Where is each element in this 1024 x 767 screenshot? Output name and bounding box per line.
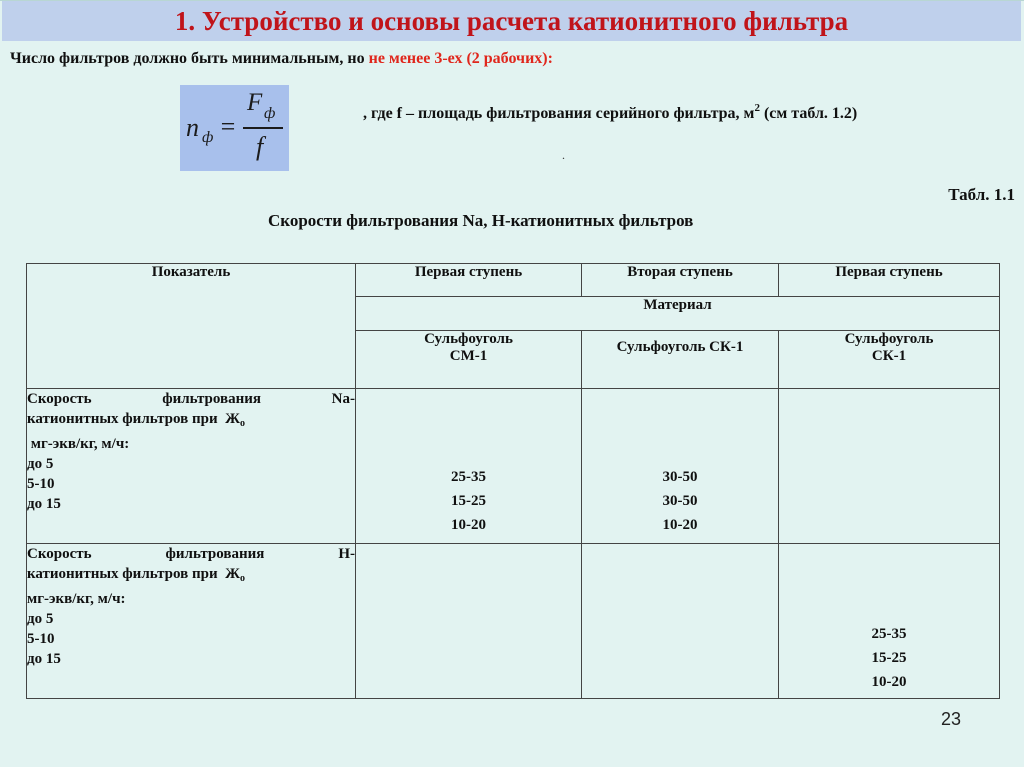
header-stage-3: Первая ступень <box>779 264 1000 297</box>
formula-denominator: f <box>256 132 264 161</box>
header-indicator: Показатель <box>27 264 356 389</box>
row-values-col1 <box>356 544 582 699</box>
material-1: Сульфоуголь СМ-1 <box>356 331 582 389</box>
intro-highlight: не менее 3-ех (2 рабочих): <box>368 50 553 67</box>
formula-lhs-subscript: ф <box>202 129 214 146</box>
formula-equals: = <box>219 112 237 141</box>
formula-numerator-subscript: ф <box>264 105 276 122</box>
intro-text <box>10 50 553 68</box>
row-values-col1: 25-35 15-25 10-20 <box>356 389 582 544</box>
intro-main: Число фильтров должно быть минимальным, но <box>10 50 369 67</box>
material-3: Сульфоуголь СК-1 <box>779 331 1000 389</box>
header-material: Материал <box>356 297 1000 331</box>
header-stage-2: Вторая ступень <box>582 264 779 297</box>
table-row <box>27 544 1000 699</box>
formula-definition: , где f – площадь фильтрования серийного фильтра, $м^2$ (см табл. 1.2) <box>363 102 858 122</box>
row-values-col2 <box>582 544 779 699</box>
row-description: Скорость фильтрования H- катионитных фильтров при $Ж_о$ мг-экв/кг, м/ч: до 5 5-10 до 15 <box>27 544 356 699</box>
slide-title: 1. Устройство и основы расчета катионитного фильтра <box>2 1 1021 41</box>
filtration-speed-table <box>26 263 1000 699</box>
formula-lhs: n <box>186 113 199 142</box>
row-description: Скорость фильтрования Na- катионитных фильтров при $Ж_о$ мг-экв/кг, м/ч: до 5 5-10 до 15 <box>27 389 356 544</box>
row-values-col3: 25-35 15-25 10-20 <box>779 544 1000 699</box>
stray-dot: . <box>562 148 565 162</box>
header-stage-1: Первая ступень <box>356 264 582 297</box>
row-values-col2: 30-50 30-50 10-20 <box>582 389 779 544</box>
table-number: Табл. 1.1 <box>948 185 1015 204</box>
formula <box>180 85 289 171</box>
row-values-col3 <box>779 389 1000 544</box>
formula-fraction-bar <box>243 127 283 129</box>
table-caption: Скорости фильтрования Na, H-катионитных фильтров <box>268 211 694 230</box>
table-row <box>27 389 1000 544</box>
slide-number: 23 <box>941 709 962 729</box>
formula-numerator: F <box>247 89 263 116</box>
material-2: Сульфоуголь СК-1 <box>582 331 779 389</box>
